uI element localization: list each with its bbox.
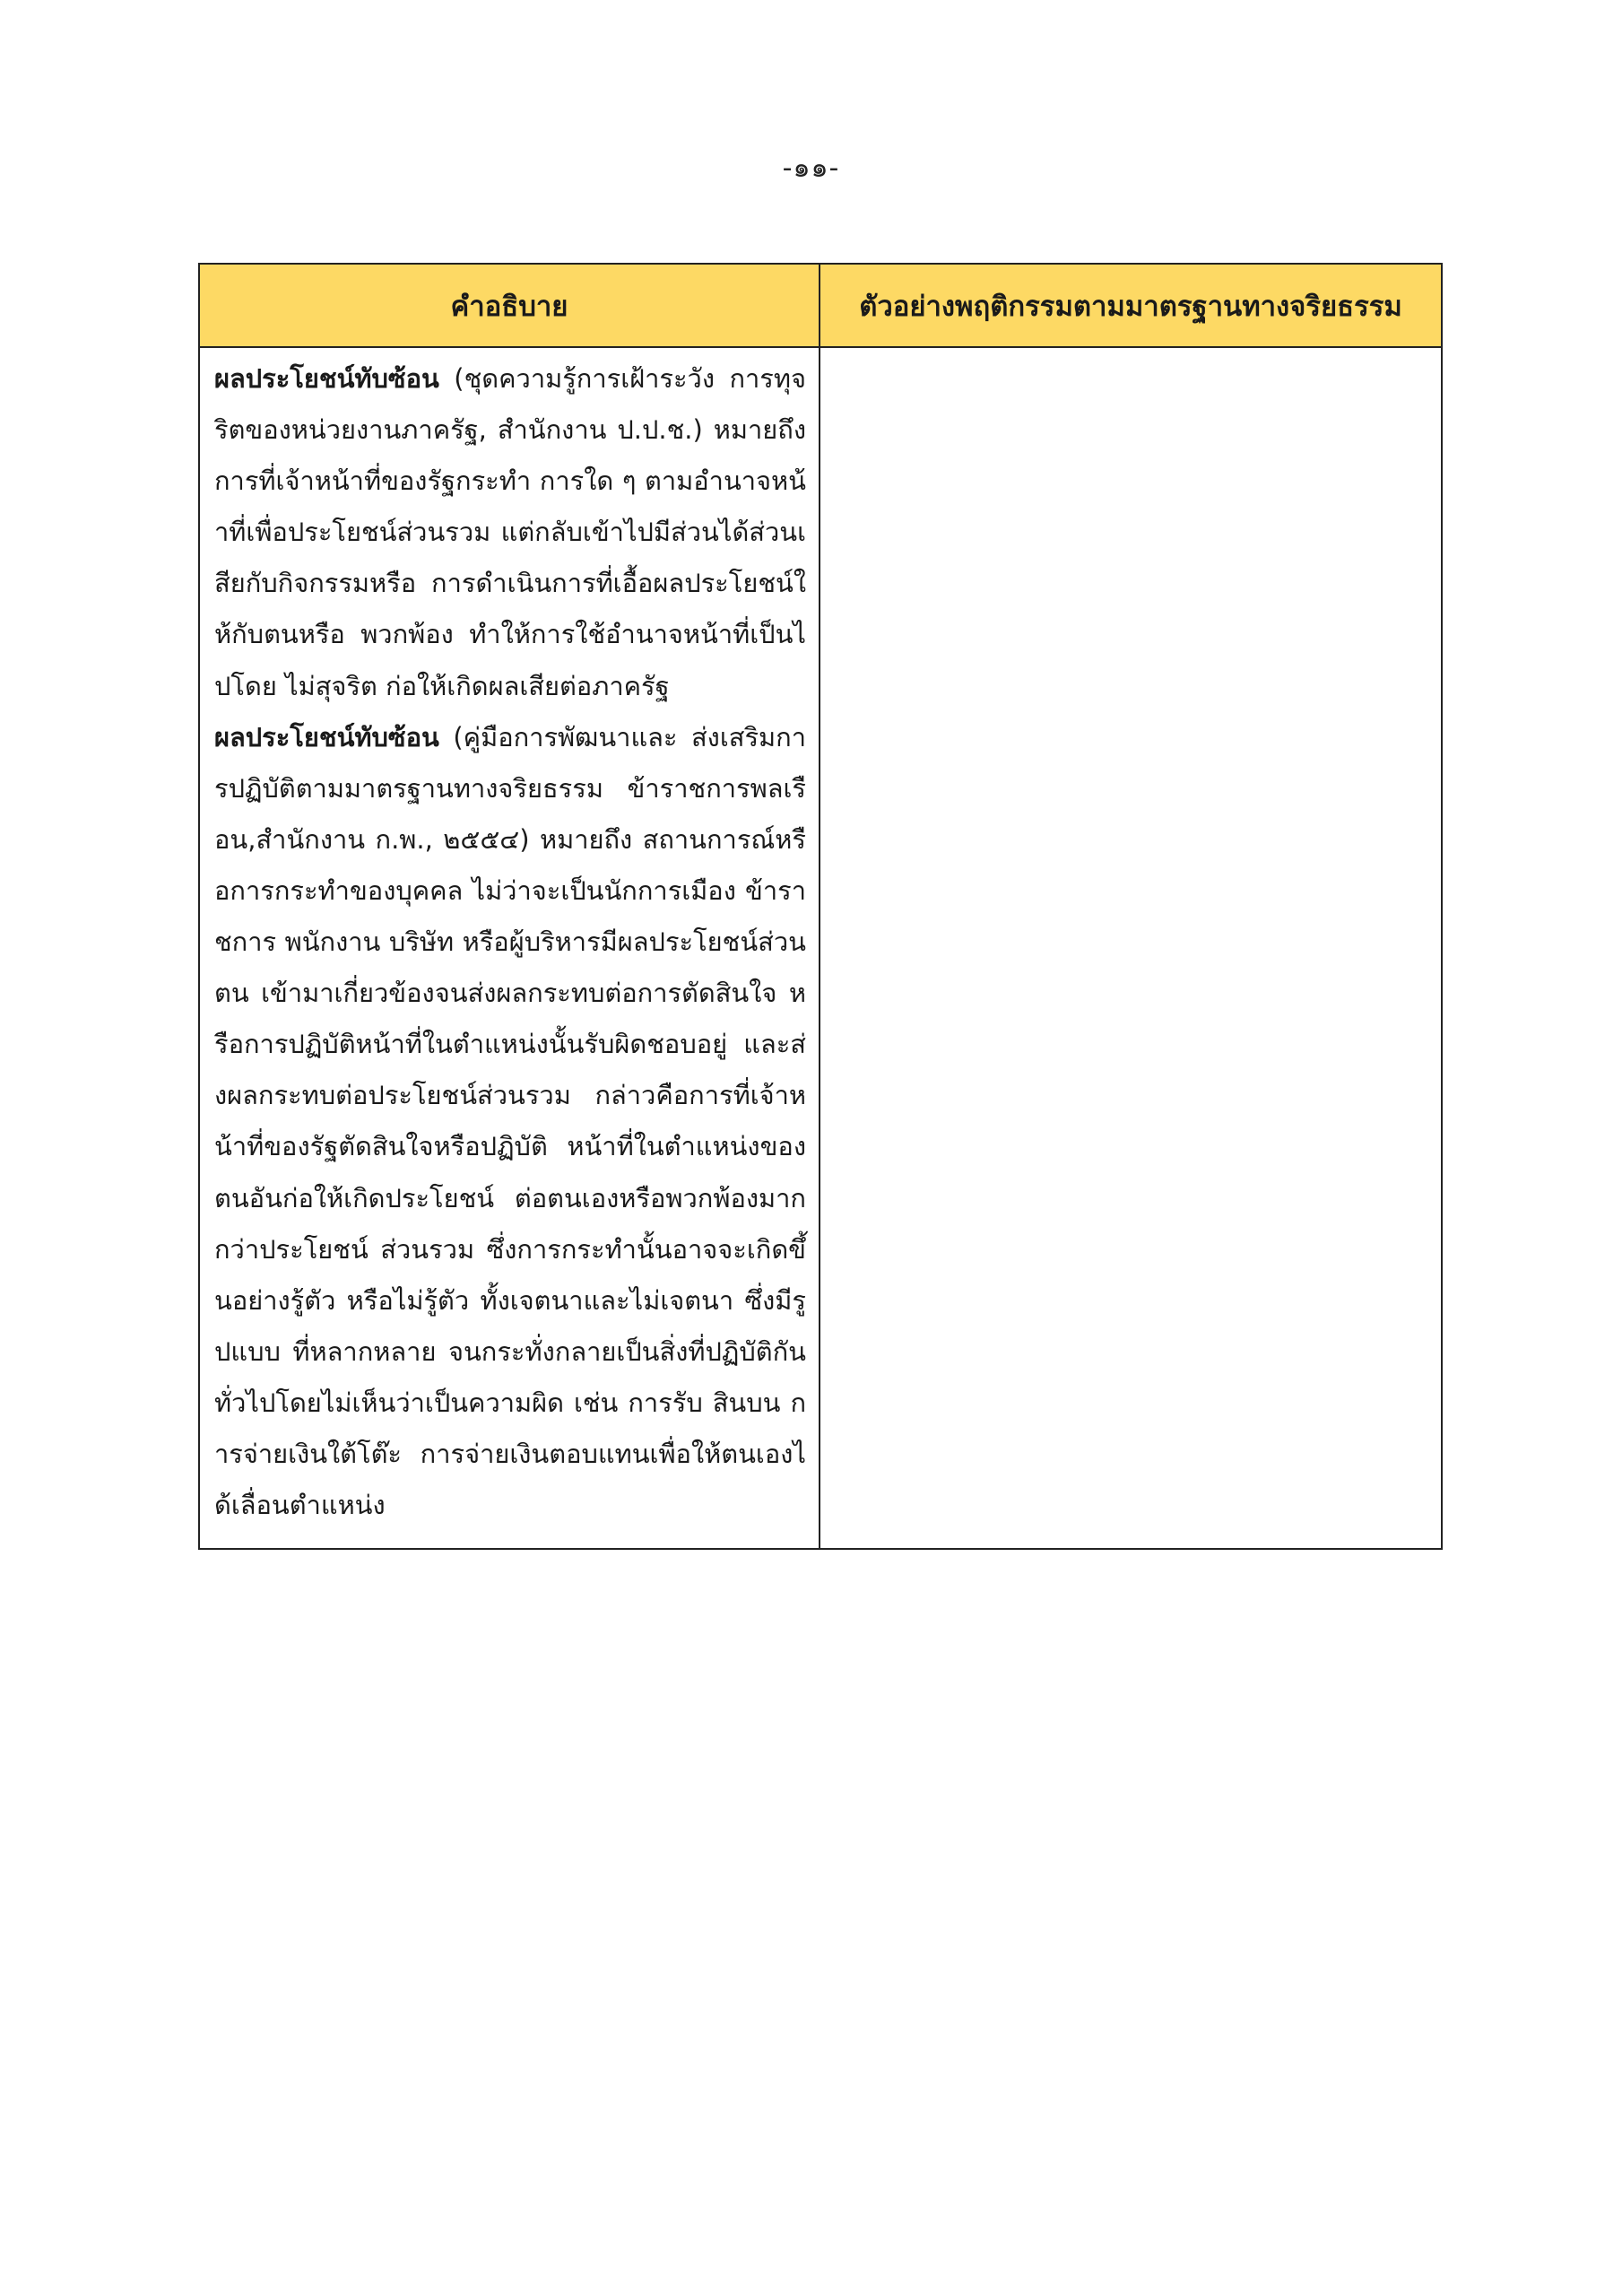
definition-text: (ชุดความรู้การเฝ้าระวัง การทุจริตของหน่วยงานภาครัฐ, สำนักงาน ป.ป.ช.) หมายถึงการที่เจ้าหน้าที่ของรัฐกระทำ การใด ๆ ตามอำนาจหน้าที่เพื่อประโยชน์ส่วนรวม แต่กลับเข้าไปมีส่วนได้ส่วนเสียกับกิจกรรมหรือ การดำเนินการที่เอื้อผลประโยชน์ให้กับตนหรือ พวกพ้อง ทำให้การใช้อำนาจหน้าที่เป็นไปโดย ไม่สุจริต ก่อให้เกิดผลเสียต่อภาครัฐ <box>214 363 806 701</box>
page-number: -๑๑- <box>782 152 840 184</box>
example-cell <box>820 347 1442 1549</box>
description-cell <box>199 347 820 1549</box>
description-column-header: คำอธิบาย <box>199 264 820 347</box>
definition-paragraph-1 <box>214 353 806 712</box>
table-row <box>199 347 1442 1549</box>
definition-paragraph-2 <box>214 712 806 1532</box>
example-column-header: ตัวอย่างพฤติกรรมตามมาตรฐานทางจริยธรรม <box>820 264 1442 347</box>
definition-term: ผลประโยชน์ทับซ้อน <box>214 721 439 752</box>
ethics-definition-table <box>198 263 1443 1550</box>
table-header-row <box>199 264 1442 347</box>
definition-text: (คู่มือการพัฒนาและ ส่งเสริมการปฏิบัติตามมาตรฐานทางจริยธรรม ข้าราชการพลเรือน,สำนักงาน ก.พ., ๒๕๕๔) หมายถึง สถานการณ์หรือการกระทำของบุคคล ไม่ว่าจะเป็นนักการเมือง ข้าราชการ พนักงาน บริษัท หรือผู้บริหารมีผลประโยชน์ส่วนตน เข้ามาเกี่ยวข้องจนส่งผลกระทบต่อการตัดสินใจ หรือการปฏิบัติหน้าที่ในตำแหน่งนั้นรับผิดชอบอยู่ และส่งผลกระทบต่อประโยชน์ส่วนรวม กล่าวคือการที่เจ้าหน้าที่ของรัฐตัดสินใจหรือปฏิบัติ หน้าที่ในตำแหน่งของตนอันก่อให้เกิดประโยชน์ ต่อตนเองหรือพวกพ้องมากกว่าประโยชน์ ส่วนรวม ซึ่งการกระทำนั้นอาจจะเกิดขึ้นอย่างรู้ตัว หรือไม่รู้ตัว ทั้งเจตนาและไม่เจตนา ซึ่งมีรูปแบบ ที่หลากหลาย จนกระทั่งกลายเป็นสิ่งที่ปฏิบัติกัน ทั่วไปโดยไม่เห็นว่าเป็นความผิด เช่น การรับ สินบน การจ่ายเงินใต้โต๊ะ การจ่ายเงินตอบแทนเพื่อให้ตนเองได้เลื่อนตำแหน่ง <box>214 721 806 1521</box>
definition-term: ผลประโยชน์ทับซ้อน <box>214 363 439 394</box>
